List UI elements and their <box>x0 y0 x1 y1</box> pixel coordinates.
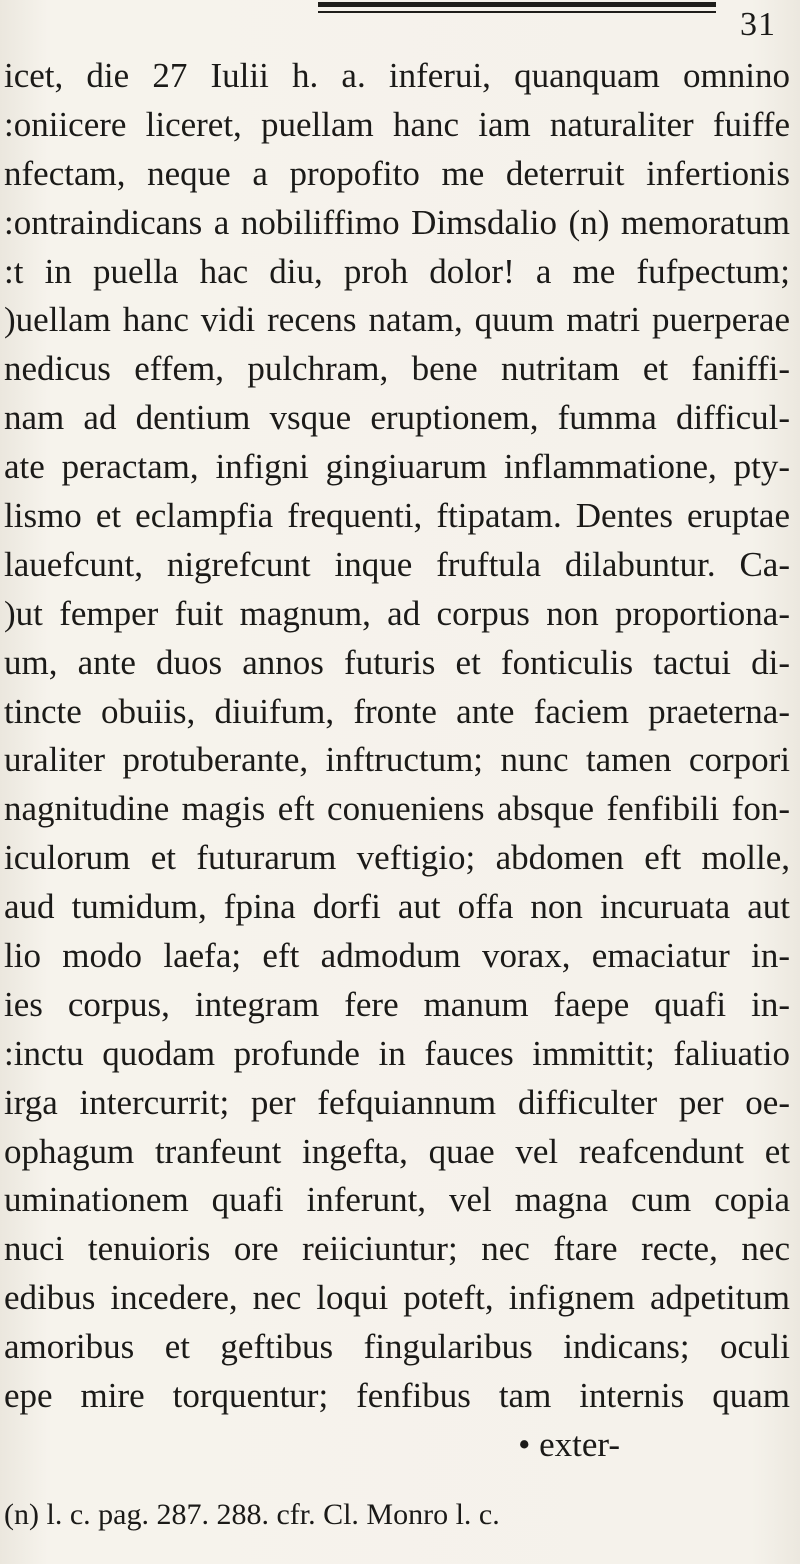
text-line: :ontraindicans a nobiliffimo Dimsdalio (n) memoratum <box>4 202 790 242</box>
text-line: ies corpus, integram fere manum faepe quafi in- <box>4 984 790 1024</box>
text-line: lio modo laefa; eft admodum vorax, emaciatur in- <box>4 936 790 976</box>
text-line: ate peractam, infigni gingiuarum inflammatione, pty- <box>4 447 790 487</box>
text-line: edibus incedere, nec loqui poteft, infignem adpetitum <box>4 1278 790 1318</box>
text-line: lismo et eclampfia frequenti, ftipatam. Dentes eruptae <box>4 496 790 536</box>
text-line: nagnitudine magis eft conueniens absque fenfibili fon- <box>4 789 790 829</box>
text-line: :oniicere liceret, puellam hanc iam naturaliter fuiffe <box>4 104 790 144</box>
text-line: :inctu quodam profunde in fauces immittit; faliuatio <box>4 1033 790 1073</box>
footnote: (n) l. c. pag. 287. 288. cfr. Cl. Monro l. c. <box>4 1498 500 1531</box>
text-line: irga intercurrit; per fefquiannum difficulter per oe- <box>4 1082 790 1122</box>
text-line: iculorum et futurarum veftigio; abdomen eft molle, <box>4 838 790 878</box>
text-line: icet, die 27 Iulii h. a. inferui, quanquam omnino <box>4 56 790 95</box>
text-line: )ut femper fuit magnum, ad corpus non proportiona- <box>4 593 790 633</box>
text-line: nuci tenuioris ore reiiciuntur; nec ftare recte, nec <box>4 1229 790 1269</box>
text-line: )uellam hanc vidi recens natam, quum matri puerperae <box>4 300 790 340</box>
text-line: lauefcunt, nigrefcunt inque fruftula dilabuntur. Ca- <box>4 544 790 584</box>
body-text <box>0 52 790 1470</box>
text-line: tincte obuiis, diuifum, fronte ante faciem praeterna- <box>4 691 790 731</box>
text-line: uminationem quafi inferunt, vel magna cum copia <box>4 1180 790 1220</box>
text-line: nfectam, neque a propofito me deterruit infertionis <box>4 153 790 193</box>
text-line: um, ante duos annos futuris et fonticulis tactui di- <box>4 642 790 682</box>
header-rule-thick <box>318 2 716 7</box>
text-line: uraliter protuberante, inftructum; nunc tamen corpori <box>4 740 790 780</box>
text-line: nedicus effem, pulchram, bene nutritam et faniffi- <box>4 349 790 389</box>
text-line: amoribus et geftibus fingularibus indicans; oculi <box>4 1327 790 1367</box>
page-number: 31 <box>740 6 776 43</box>
text-line: epe mire torquentur; fenfibus tam internis quam <box>4 1376 790 1416</box>
text-line: ophagum tranfeunt ingefta, quae vel reafcendunt et <box>4 1131 790 1171</box>
text-line: aud tumidum, fpina dorfi aut offa non incuruata aut <box>4 887 790 927</box>
catchword: • exter- <box>518 1424 620 1464</box>
text-line: :t in puella hac diu, proh dolor! a me fufpectum; <box>4 251 790 291</box>
text-line: nam ad dentium vsque eruptionem, fumma difficul- <box>4 398 790 438</box>
header-rule-thin <box>318 11 716 13</box>
